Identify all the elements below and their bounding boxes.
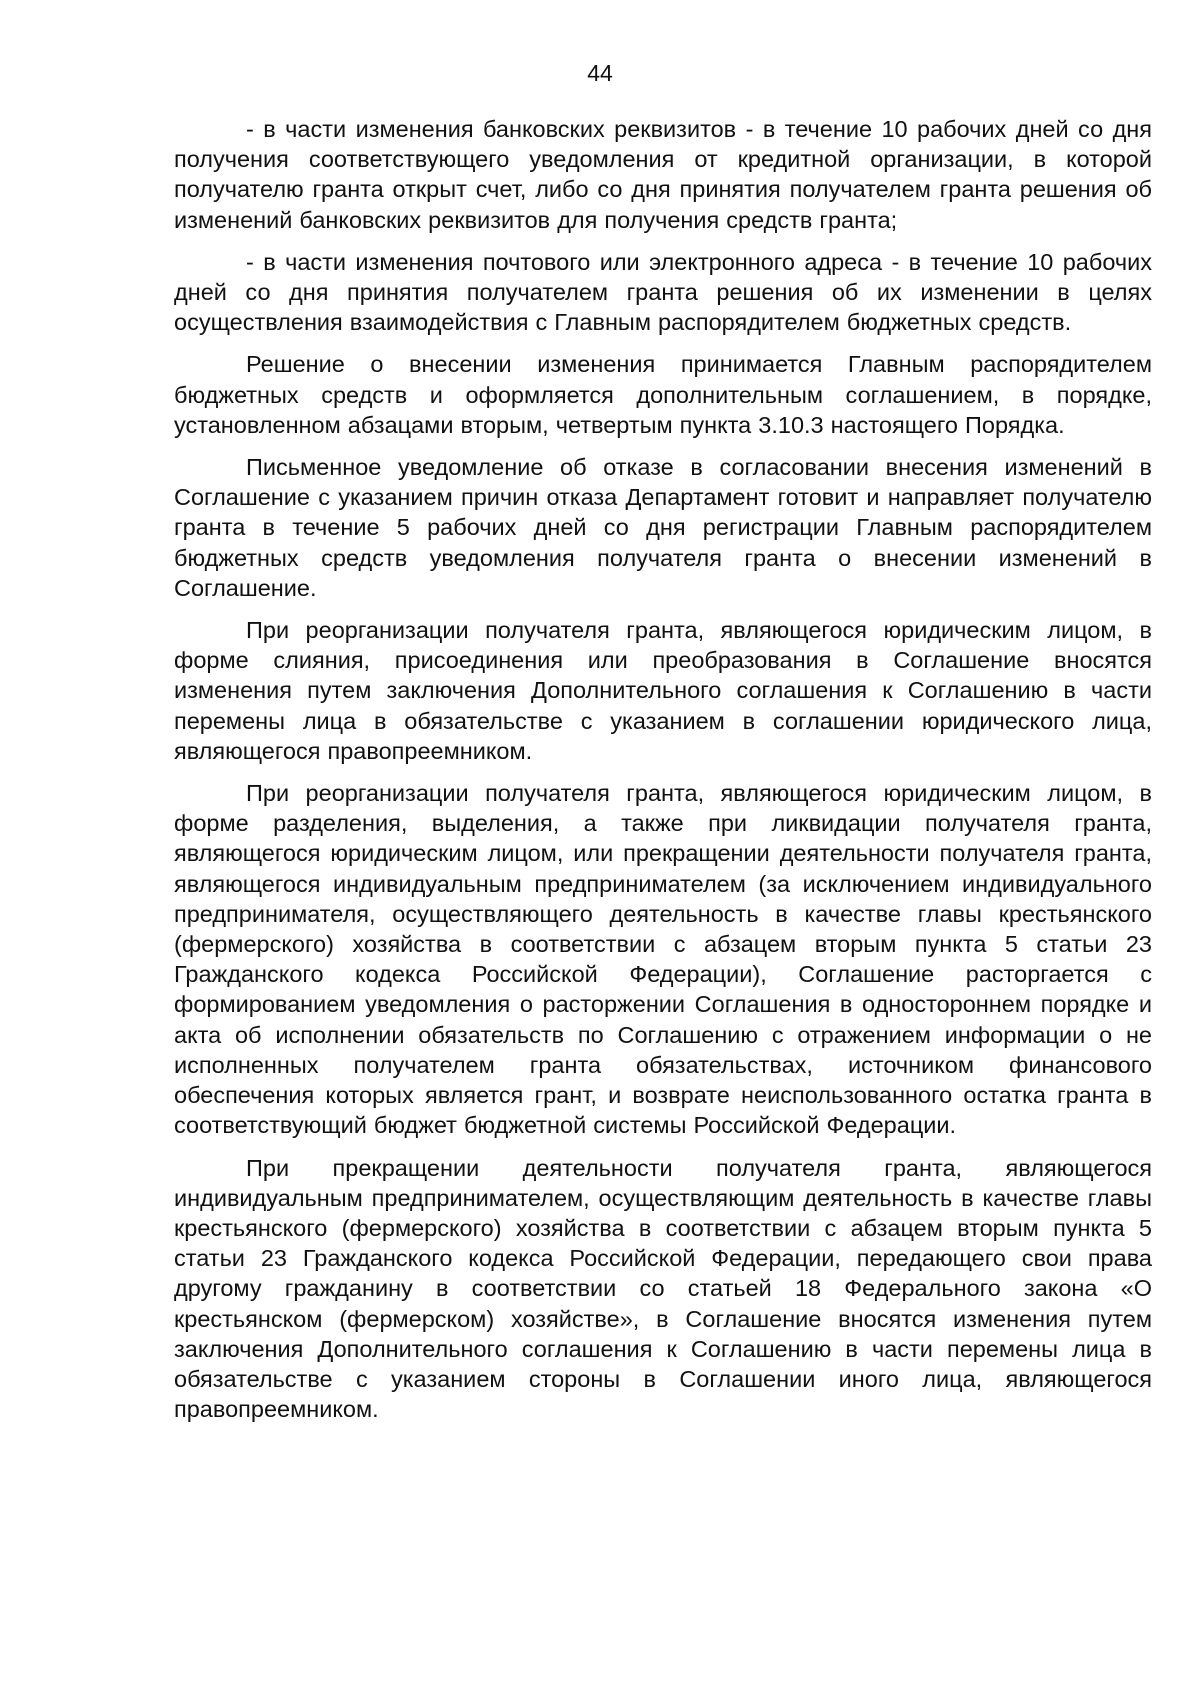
paragraph-bank-details: - в части изменения банковских реквизитов - в течение 10 рабочих дней со дня получения соответствующего уведомления от кредитной организации, в которой получателю гранта открыт счет, либо со дня принятия получателем гранта решения об изменений банковских реквизитов для получения средств гранта; [174, 116, 1152, 233]
paragraph-farm-transfer: При прекращении деятельности получателя гранта, являющегося индивидуальным предпринимателем, осуществляющим деятельность в качестве главы крестьянского (фермерского) хозяйства в соответствии с абзацем вторым пункта 5 статьи 23 Гражданского кодекса Российской Федерации, передающего свои права другому гражданину в соответствии со статьей 18 Федерального закона «О крестьянском (фермерском) хозяйстве», в Соглашение вносятся изменения путем заключения Дополнительного соглашения к Соглашению в части перемены лица в обязательстве с указанием стороны в Соглашении иного лица, являющегося правопреемником. [174, 1154, 1152, 1423]
page-number: 44 [587, 60, 613, 86]
paragraph-amendment-decision: Решение о внесении изменения принимается Главным распорядителем бюджетных средств и оформляется дополнительным соглашением, в порядке, установленном абзацами вторым, четвертым пункта 3.10.3 настоящего Порядка. [174, 351, 1152, 438]
paragraph-reorganization-termination: При реорганизации получателя гранта, являющегося юридическим лицом, в форме разделения, выделения, а также при ликвидации получателя гранта, являющегося юридическим лицом, или прекращении деятельности получателя гранта, являющегося индивидуальным предпринимателем (за исключением индивидуального предпринимателя, осуществляющего деятельность в качестве главы крестьянского (фермерского) хозяйства в соответствии с абзацем вторым пункта 5 статьи 23 Гражданского кодекса Российской Федерации), Соглашение расторгается с формированием уведомления о расторжении Соглашения в одностороннем порядке и акта об исполнении обязательств по Соглашению с отражением информации о не исполненных получателем гранта обязательствах, источником финансового обеспечения которых является грант, и возврате неиспользованного остатка гранта в соответствующий бюджет бюджетной системы Российской Федерации. [174, 780, 1152, 1139]
paragraph-postal-address: - в части изменения почтового или электронного адреса - в течение 10 рабочих дней со дня принятия получателем гранта решения об их изменении в целях осуществления взаимодействия с Главным распорядителем бюджетных средств. [174, 248, 1152, 336]
paragraph-refusal-notice: Письменное уведомление об отказе в согласовании внесения изменений в Соглашение с указанием причин отказа Департамент готовит и направляет получателю гранта в течение 5 рабочих дней со дня регистрации Главным распорядителем бюджетных средств уведомления получателя гранта о внесении изменений в Соглашение. [174, 454, 1152, 601]
paragraph-reorganization-merger: При реорганизации получателя гранта, являющегося юридическим лицом, в форме слияния, присоединения или преобразования в Соглашение вносятся изменения путем заключения Дополнительного соглашения к Соглашению в части перемены лица в обязательстве с указанием в соглашении юридического лица, являющегося правопреемником. [174, 617, 1152, 764]
document-body [174, 114, 1152, 1436]
